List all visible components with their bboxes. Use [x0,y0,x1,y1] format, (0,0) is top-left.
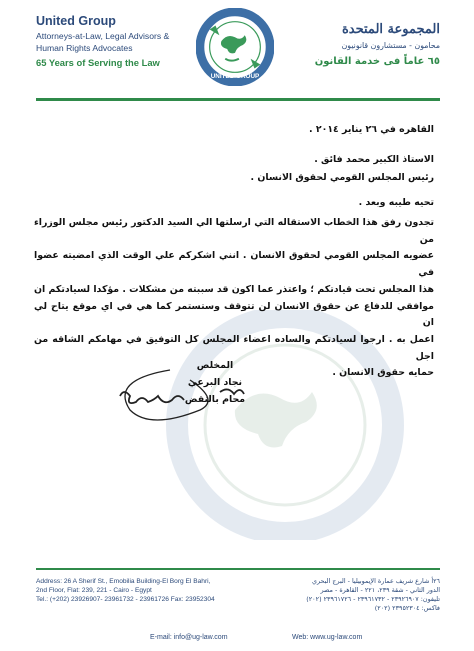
paragraph-line: عضويه المجلس القومي لحقوق الانسان . انني اشكركم علي الوقت الذي امضيته عضوا في [34,250,434,279]
footer-email-link[interactable]: E-mail: info@ug-law.com [150,634,228,641]
firm-description-line1: Attorneys-at-Law, Legal Advisors & [36,31,170,41]
address-line: 2nd Floor, Flat: 239, 221 - Cairo - Egypt [36,587,152,594]
footer-address-english [36,577,251,604]
fax-line-arabic: فاكس: ٢٣٩٥٢٣٠٤ (٢٠٢) [374,604,440,612]
firm-name-arabic: المجموعة المتحدة [341,22,440,37]
salutation: تحيه طيبه وبعد . [358,197,434,208]
firm-tagline-english: 65 Years of Serving the Law [36,57,160,68]
letter-date: القاهره في ٢٦ يناير ٢٠١٤ . [309,124,434,135]
phone-line: Tel.: (+202) 23926907- 23961732 - 23961726 Fax: 23952304 [36,596,215,603]
firm-tagline-arabic: ٦٥ عاماً فى خدمة القانون [314,56,440,67]
letterhead-divider [36,98,440,101]
signatory-title: محام بالنقض [184,394,246,405]
footer-address-arabic [250,577,440,613]
logo-ring-text: UNITED GROUP [210,73,260,81]
paragraph-line: تجدون رفق هذا الخطاب الاستقاله التي ارسلتها الي السيد الدكتور رئيس مجلس الوزراء من [34,217,434,245]
letterhead-arabic [270,22,440,67]
paragraph-line: حمايه حقوق الانسان . [332,367,434,379]
signature-block [150,357,280,408]
phone-line-arabic: تليفون: ٢٣٩٢٦٩٠٧ - ٢٣٩٦١٧٣٢ - ٢٣٩٦١٧٢٦ (٢٠٢) [306,595,440,603]
firm-name-english: United Group [36,14,116,28]
closing: المخلص [196,360,234,371]
firm-description-line2: Human Rights Advocates [36,43,133,53]
address-line: Address: 26 A Sherif St., Emobilia Building-El Borg El Bahri, [36,578,211,585]
paragraph-line: هذا المجلس تحت قيادتكم ؛ واعتذر عما اكون قد سببته من مشكلات . مؤكدا لسيادتكم ان [34,283,434,295]
address-line-arabic: الدور الثاني - شقة ٢٣٩، ٢٢١ - القاهرة - مصر [320,586,440,594]
recipient-title: رئيس المجلس القومي لحقوق الانسان . [250,172,434,183]
recipient-name: الاستاذ الكبير محمد فائق . [314,154,434,165]
united-group-logo-icon [196,8,274,86]
footer-divider [36,568,440,570]
paragraph-line: اعمل به . ارجوا لسيادتكم والساده اعضاء المجلس كل التوفيق في مهامكم الشاقه من اجل [34,333,434,362]
firm-description-arabic: محامون - مستشارون قانونيون [341,41,440,50]
letterhead-english [36,14,216,68]
address-line-arabic: ٢٦أ شارع شريف عمارة الإيموبيليا - البرج البحري [311,577,440,585]
paragraph-line: موافقي للدفاع عن حقوق الانسان لن تتوقف وستستمر كما هي في اي موقع يتاح لي ان [34,300,434,329]
footer-web-link[interactable]: Web: www.ug-law.com [292,634,363,641]
signatory-name: نجاد البرعي [187,377,243,388]
